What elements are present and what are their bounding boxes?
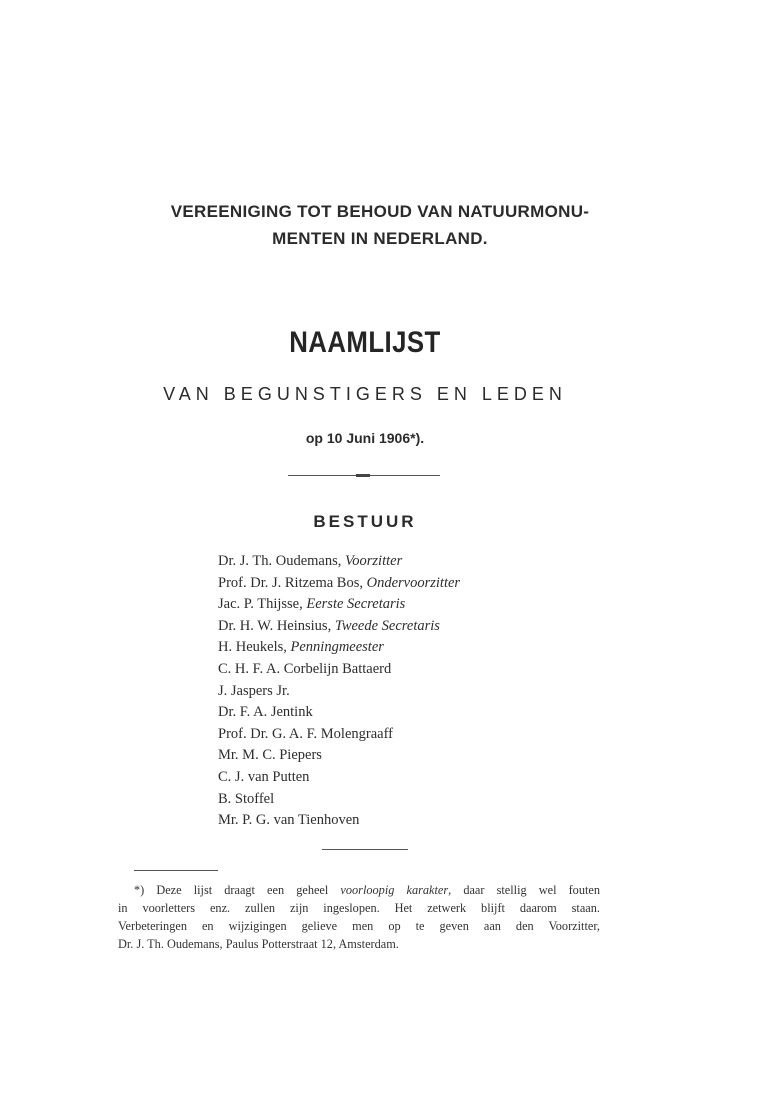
- member-name: H. Heukels,: [218, 639, 291, 656]
- footnote-text: , daar stellig wel fouten: [448, 883, 601, 897]
- member-name: Prof. Dr. J. Ritzema Bos,: [218, 574, 367, 591]
- member-name: J. Jaspers Jr.: [218, 682, 290, 699]
- footnote: [118, 881, 600, 953]
- document-date: op 10 Juni 1906*).: [305, 430, 425, 446]
- board-member: [218, 702, 460, 724]
- document-title: NAAMLIJST: [289, 326, 441, 359]
- ornamental-divider: [288, 474, 440, 477]
- member-name: C. J. van Putten: [218, 768, 310, 785]
- member-role: Penningmeester: [290, 639, 384, 656]
- board-member: [218, 745, 460, 767]
- member-role: Ondervoorzitter: [366, 574, 461, 591]
- divider-ornament: [356, 474, 370, 477]
- member-role: Tweede Secretaris: [334, 617, 440, 634]
- organization-title: [100, 198, 660, 252]
- board-member: [218, 637, 460, 659]
- footnote-text: *) Deze lijst draagt een geheel: [134, 883, 341, 897]
- footnote-line-3: Verbeteringen en wijzigingen gelieve men op te geven aan den Voorzitter,: [118, 919, 600, 933]
- board-member: [218, 681, 460, 703]
- footnote-line-1: [118, 881, 600, 899]
- board-member: [218, 659, 460, 681]
- member-name: Jac. P. Thijsse,: [218, 596, 307, 613]
- member-name: B. Stoffel: [218, 790, 275, 807]
- board-member: [218, 810, 460, 832]
- footnote-separator: [134, 870, 218, 871]
- board-member: [218, 551, 460, 573]
- footnote-line-2: in voorletters enz. zullen zijn ingeslopen. Het zetwerk blijft daarom staan.: [118, 901, 600, 915]
- member-name: Dr. F. A. Jentink: [218, 704, 313, 721]
- member-role: Voorzitter: [345, 553, 403, 569]
- member-name: Prof. Dr. G. A. F. Molengraaff: [218, 725, 393, 742]
- footnote-line-4: Dr. J. Th. Oudemans, Paulus Potterstraat 12, Amsterdam.: [118, 937, 399, 951]
- member-name: Mr. P. G. van Tienhoven: [218, 812, 360, 829]
- board-member: [218, 767, 460, 789]
- member-name: Dr. H. W. Heinsius,: [218, 617, 335, 634]
- footnote-emphasis: voorloopig karakter: [340, 883, 449, 897]
- organization-title-line-1: VEREENIGING TOT BEHOUD VAN NATUURMONU-: [170, 202, 590, 221]
- member-name: C. H. F. A. Corbelijn Battaerd: [218, 660, 392, 677]
- board-member: [218, 616, 460, 638]
- document-subtitle: VAN BEGUNSTIGERS EN LEDEN: [163, 384, 567, 404]
- section-end-rule: [322, 849, 408, 850]
- board-member: [218, 724, 460, 746]
- board-member: [218, 573, 460, 595]
- member-name: Mr. M. C. Piepers: [218, 747, 322, 764]
- board-member: [218, 789, 460, 811]
- member-name: Dr. J. Th. Oudemans,: [218, 553, 346, 569]
- board-heading: BESTUUR: [313, 512, 417, 531]
- organization-title-line-2: MENTEN IN NEDERLAND.: [272, 229, 488, 248]
- member-role: Eerste Secretaris: [306, 596, 406, 613]
- board-member: [218, 594, 460, 616]
- board-member-list: [218, 551, 460, 832]
